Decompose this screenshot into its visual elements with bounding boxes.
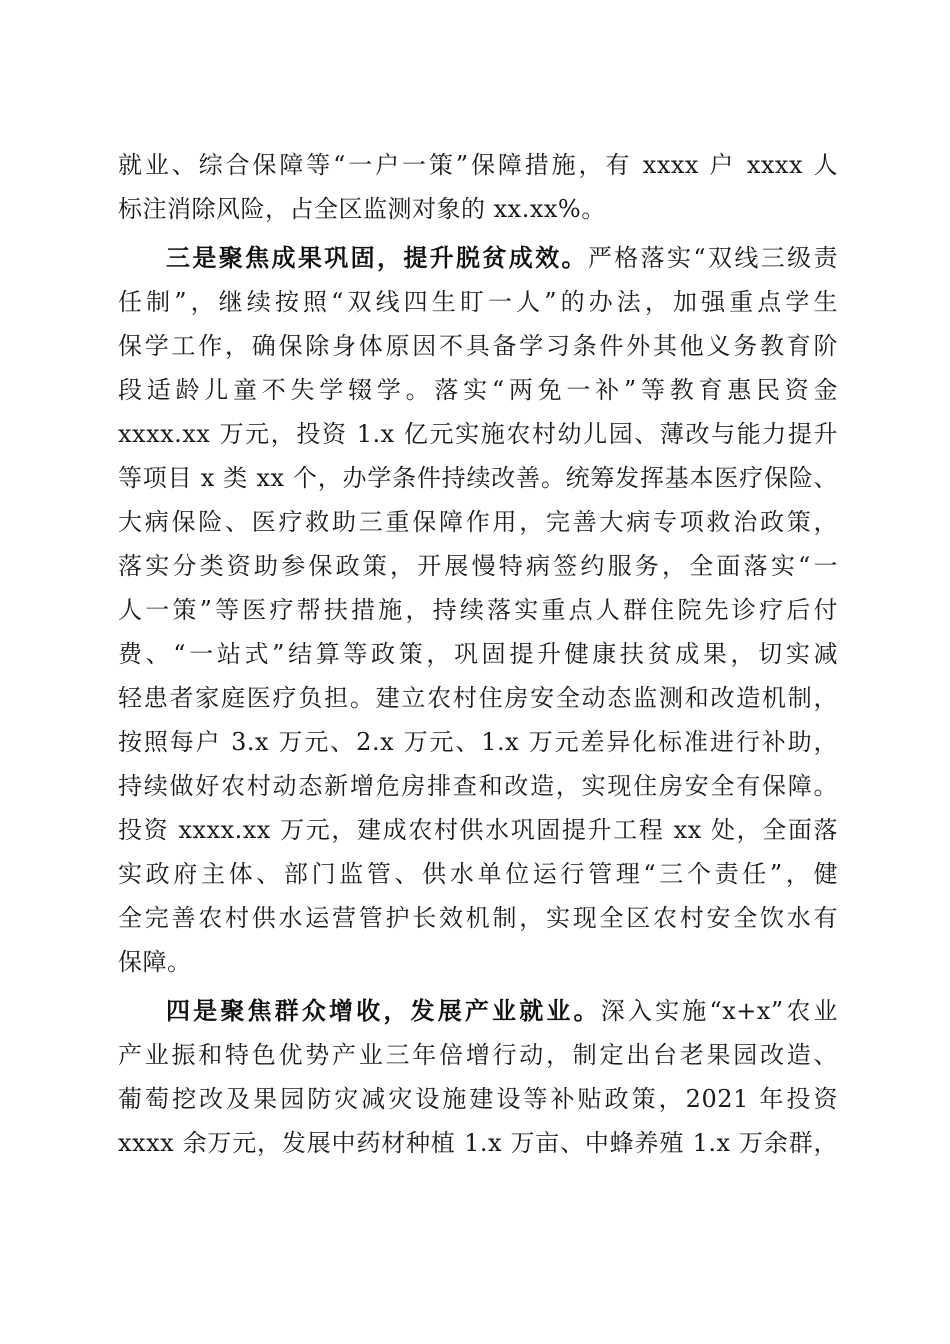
text-line: 保障。 — [118, 948, 192, 976]
text-line: 费、“一站式”结算等政策，巩固提升健康扶贫成果，切实减 — [118, 640, 838, 668]
paragraph-lead-heading: 三是聚焦成果巩固，提升脱贫成效。 — [166, 243, 588, 272]
paragraph-4-first-line — [166, 996, 838, 1026]
text-run: 严格落实“双线三级责 — [587, 244, 838, 272]
text-run: 深入实施“x+x”农业 — [600, 997, 838, 1025]
text-line: 投资 xxxx.xx 万元，建成农村供水巩固提升工程 xx 处，全面落 — [118, 816, 838, 844]
text-line: 标注消除风险，占全区监测对象的 xx.xx%。 — [118, 195, 606, 223]
text-line: 就业、综合保障等“一户一策”保障措施，有 xxxx 户 xxxx 人 — [118, 151, 838, 179]
text-line: 实政府主体、部门监管、供水单位运行管理“三个责任”，健 — [118, 860, 838, 888]
text-line: 葡萄挖改及果园防灾减灾设施建设等补贴政策，2021 年投资 — [118, 1085, 838, 1113]
text-line: xxxx 余万元，发展中药材种植 1.x 万亩、中蜂养殖 1.x 万余群， — [118, 1129, 838, 1157]
text-line: 大病保险、医疗救助三重保障作用，完善大病专项救治政策， — [118, 508, 838, 536]
paragraph-3-first-line — [166, 243, 838, 273]
text-line: 产业振和特色优势产业三年倍增行动，制定出台老果园改造、 — [118, 1041, 838, 1069]
text-line: 持续做好农村动态新增危房排查和改造，实现住房安全有保障。 — [118, 772, 838, 800]
text-line: 全完善农村供水运营管护长效机制，实现全区农村安全饮水有 — [118, 904, 838, 932]
text-line: 保学工作，确保除身体原因不具备学习条件外其他义务教育阶 — [118, 332, 838, 360]
text-line: 段适龄儿童不失学辍学。落实“两免一补”等教育惠民资金 — [118, 376, 838, 404]
text-line: xxxx.xx 万元，投资 1.x 亿元实施农村幼儿园、薄改与能力提升 — [118, 420, 838, 448]
text-line: 轻患者家庭医疗负担。建立农村住房安全动态监测和改造机制， — [118, 684, 838, 712]
text-line: 等项目 x 类 xx 个，办学条件持续改善。统筹发挥基本医疗保险、 — [118, 464, 838, 492]
paragraph-lead-heading: 四是聚焦群众增收，发展产业就业。 — [166, 996, 601, 1025]
text-line: 按照每户 3.x 万元、2.x 万元、1.x 万元差异化标准进行补助， — [118, 728, 838, 756]
text-line: 人一策”等医疗帮扶措施，持续落实重点人群住院先诊疗后付 — [118, 596, 838, 624]
text-line: 任制”，继续按照“双线四生盯一人”的办法，加强重点学生 — [118, 288, 838, 316]
text-line: 落实分类资助参保政策，开展慢特病签约服务，全面落实“一 — [118, 552, 838, 580]
